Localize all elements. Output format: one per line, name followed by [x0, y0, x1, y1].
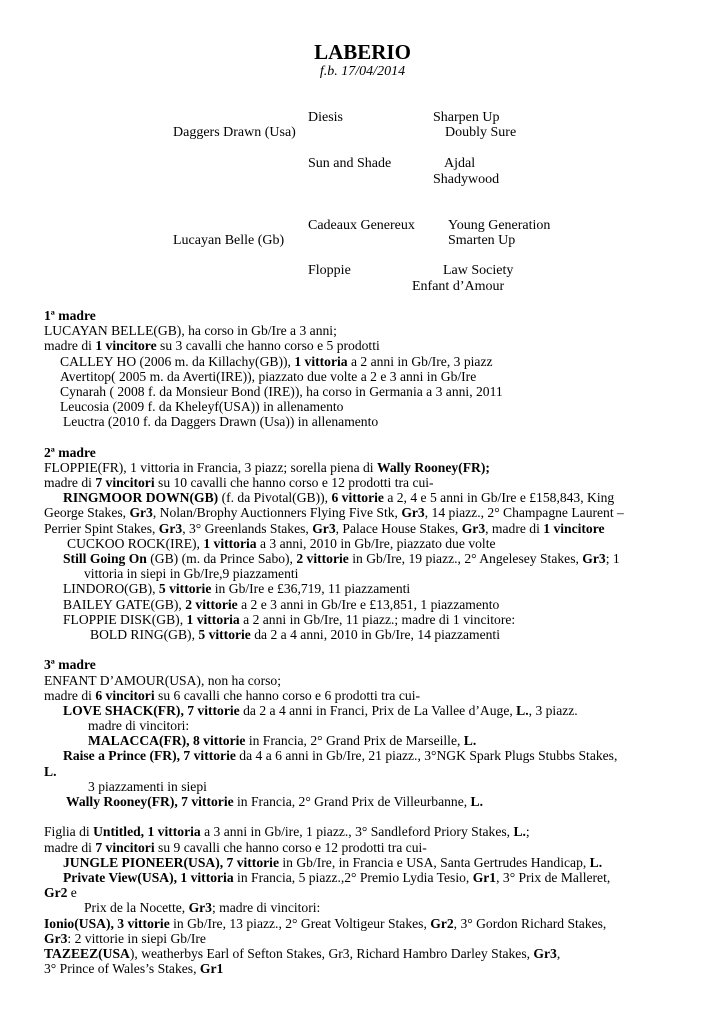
text: su 10 cavalli che hanno corso e 12 prodotti tra cui- [154, 475, 434, 491]
bold-text: Gr1 [472, 869, 497, 885]
bold-text: Gr2 [430, 915, 454, 931]
text: George Stakes, [44, 505, 130, 521]
bold-text: Ionio(USA), 3 vittorie [44, 915, 170, 931]
text: su 9 cavalli che hanno corso e 12 prodotti tra cui- [154, 839, 427, 855]
text-line [44, 885, 704, 900]
bold-text: Private View(USA), 1 vittoria [63, 869, 234, 885]
text: in Gb/Ire, 13 piazz., 2° Great Voltigeur Stakes, [169, 915, 431, 931]
text: Perrier Spint Stakes, [44, 520, 159, 536]
text: e [67, 885, 77, 901]
pedigree-sire-sire: Diesis [308, 110, 343, 125]
bold-text: Gr3 [129, 505, 153, 521]
bold-text: 6 vincitori [95, 687, 155, 703]
text: ENFANT D’AMOUR(USA), non ha corso; [44, 672, 281, 688]
text-line [44, 673, 704, 688]
text-line [44, 809, 704, 824]
text: madre di vincitori: [88, 718, 190, 734]
text: a 2 anni in Gb/Ire, 11 piazz.; madre di 1 vincitore: [239, 611, 516, 627]
text-line [44, 703, 704, 718]
bold-text: Gr3 [461, 520, 486, 536]
text-line [44, 764, 704, 779]
text: a 2 e 3 anni in Gb/Ire e £13,851, 1 piazzamento [237, 596, 500, 612]
text: , 3 piazz. [528, 702, 578, 718]
text: madre di [44, 839, 96, 855]
bold-text: Wally Rooney(FR); [376, 459, 490, 475]
text: , 3° Prix de Malleret, [496, 869, 611, 885]
bold-text: 1 vincitore [543, 520, 605, 536]
text-line [44, 688, 704, 703]
pedigree-dam-dam-dam: Enfant d’Amour [412, 279, 505, 294]
bold-text: Gr3 [401, 505, 425, 521]
text: in Gb/Ire, in Francia e USA, Santa Gertrudes Handicap, [278, 854, 590, 870]
text: Leuctra (2010 f. da Daggers Drawn (Usa)) in allenamento [63, 414, 379, 430]
text: su 3 cavalli che hanno corso e 5 prodotti [156, 338, 380, 354]
bold-text: Raise a Prince (FR), 7 vittorie [63, 748, 236, 764]
bold-text: 2ª madre [44, 444, 96, 460]
text: ; [525, 824, 530, 840]
text-line [44, 597, 704, 612]
text-line [44, 354, 704, 369]
bold-text: Gr3 [582, 551, 606, 566]
text: LUCAYAN BELLE(GB), ha corso in Gb/Ire a 3 anni; [44, 323, 337, 339]
bold-text: LOVE SHACK(FR), 7 vittorie [63, 702, 240, 718]
text-line [44, 521, 704, 536]
pedigree-dam-sire-sire: Young Generation [448, 218, 551, 233]
text-line [44, 779, 704, 794]
text-line [44, 900, 704, 915]
bold-text: 5 vittorie [198, 626, 251, 642]
bold-text: 1 vincitore [95, 338, 157, 354]
text-line [44, 581, 704, 596]
text: BOLD RING(GB), [90, 626, 199, 642]
text: , 3° Gordon Richard Stakes, [453, 915, 607, 931]
bold-text: Gr1 [199, 961, 224, 977]
family-history [44, 308, 704, 976]
text: 3 piazzamenti in siepi [88, 778, 207, 794]
bold-text: Wally Rooney(FR), 7 vittorie [66, 794, 234, 809]
text-line [44, 369, 704, 384]
text: Prix de la Nocette, [84, 900, 189, 916]
text: in Francia, 5 piazz.,2° Premio Lydia Tesio, [233, 869, 473, 885]
bold-text: Gr3 [188, 900, 212, 916]
bold-text: Gr3 [533, 945, 557, 961]
bold-text: 1 vittoria [186, 611, 240, 627]
bold-text: 6 vittorie [331, 490, 384, 506]
pedigree-sire-sire-dam: Doubly Sure [445, 125, 517, 140]
text-line [44, 384, 704, 399]
text: CALLEY HO (2006 m. da Killachy(GB)), [60, 353, 295, 369]
bold-text: MALACCA(FR), 8 vittorie [88, 733, 246, 749]
horse-name-title: LABERIO [314, 40, 411, 64]
text: Leucosia (2009 f. da Kheleyf(USA)) in allenamento [60, 399, 344, 415]
text: , Palace House Stakes, [335, 520, 462, 536]
text-line [44, 460, 704, 475]
text: FLOPPIE DISK(GB), [63, 611, 187, 627]
bold-text: 1ª madre [44, 308, 96, 323]
text: (GB) (m. da Prince Sabo), [146, 551, 297, 566]
text-line [44, 931, 704, 946]
text-line [44, 430, 704, 445]
text-line [44, 475, 704, 490]
text: in Francia, 2° Grand Prix de Villeurbanne, [233, 794, 471, 809]
bold-text: Gr2 [44, 885, 68, 901]
text: su 6 cavalli che hanno corso e 6 prodotti tra cui- [154, 687, 420, 703]
bold-text: L. [44, 763, 57, 779]
text: LINDORO(GB), [63, 581, 159, 597]
text: ; 1 [605, 551, 620, 566]
bold-text: L. [463, 733, 477, 749]
text-line [44, 505, 704, 520]
text: , 3° Greenlands Stakes, [182, 520, 313, 536]
bold-text: Gr3 [312, 520, 336, 536]
text: , madre di [485, 520, 544, 536]
section-heading [44, 308, 704, 323]
text: vittoria in siepi in Gb/Ire,9 piazzamenti [84, 566, 299, 582]
bold-text: Still Going On [63, 551, 147, 566]
text-line [44, 642, 704, 657]
bold-text: Gr3 [158, 520, 183, 536]
text-line [44, 855, 704, 870]
bold-text: L. [516, 702, 529, 718]
bold-text: 1 vittoria [203, 535, 257, 551]
pedigree-sire-dam: Sun and Shade [308, 156, 392, 171]
text: Cynarah ( 2008 f. da Monsieur Bond (IRE)), ha corso in Germania a 3 anni, 2011 [60, 383, 503, 399]
text: : 2 vittorie in siepi Gb/Ire [67, 930, 206, 946]
bold-text: RINGMOOR DOWN(GB) [63, 490, 219, 506]
text: da 2 a 4 anni in Franci, Prix de La Vallee d’Auge, [239, 702, 517, 718]
text-line [44, 536, 704, 551]
text-line [44, 323, 704, 338]
bold-text: 7 vincitori [95, 475, 155, 491]
text-line [44, 718, 704, 733]
bold-text: 3ª madre [44, 657, 96, 673]
bold-text: Gr3 [44, 930, 68, 946]
bold-text: Untitled, 1 vittoria [93, 824, 201, 840]
text-line [44, 870, 704, 885]
text: BAILEY GATE(GB), [63, 596, 186, 612]
pedigree-sire-sire-sire: Sharpen Up [433, 110, 500, 125]
section-heading [44, 445, 704, 460]
section-heading [44, 657, 704, 672]
text-line [44, 551, 704, 566]
text: a 2, 4 e 5 anni in Gb/Ire e £158,843, King [383, 490, 615, 506]
bold-text: 1 vittoria [294, 353, 348, 369]
bold-text: 5 vittorie [158, 581, 212, 597]
text-line [44, 399, 704, 414]
pedigree-dam-dam-sire: Law Society [443, 263, 514, 278]
bold-text: L. [513, 824, 526, 840]
bold-text: TAZEEZ(USA [44, 945, 130, 961]
text-line [44, 824, 704, 839]
bold-text: 2 vittorie [185, 596, 238, 612]
pedigree-dam-sire: Cadeaux Genereux [308, 218, 415, 233]
text-line [44, 840, 704, 855]
text-line [44, 794, 704, 809]
birth-info: f.b. 17/04/2014 [319, 64, 406, 79]
text: Figlia di [44, 824, 94, 840]
text: a 3 anni in Gb/ire, 1 piazz., 3° Sandleford Priory Stakes, [200, 824, 514, 840]
text: CUCKOO ROCK(IRE), [67, 535, 204, 551]
text: , Nolan/Brophy Auctionners Flying Five Stk, [152, 505, 402, 521]
text: , 14 piazz., 2° Champagne Laurent – [424, 505, 624, 521]
pedigree-dam-dam: Floppie [308, 263, 351, 278]
text: ; madre di vincitori: [211, 900, 321, 916]
text-line [44, 748, 704, 763]
text: in Gb/Ire, 19 piazz., 2° Angelesey Stakes, [348, 551, 583, 566]
bold-text: 7 vincitori [95, 839, 155, 855]
text: Avertitop( 2005 m. da Averti(IRE)), piazzato due volte a 2 e 3 anni in Gb/Ire [60, 368, 477, 384]
text: da 4 a 6 anni in Gb/Ire, 21 piazz., 3°NGK Spark Plugs Stubbs Stakes, [235, 748, 618, 764]
pedigree-dam-sire-dam: Smarten Up [448, 233, 516, 248]
text: da 2 a 4 anni, 2010 in Gb/Ire, 14 piazzamenti [250, 626, 500, 642]
text: in Francia, 2° Grand Prix de Marseille, [245, 733, 464, 749]
text-line [44, 490, 704, 505]
text: FLOPPIE(FR), 1 vittoria in Francia, 3 piazz; sorella piena di [44, 459, 377, 475]
pedigree-dam: Lucayan Belle (Gb) [173, 233, 285, 248]
text-line [44, 338, 704, 353]
pedigree-sire: Daggers Drawn (Usa) [173, 125, 296, 140]
text: a 2 anni in Gb/Ire, 3 piazz [347, 353, 493, 369]
bold-text: JUNGLE PIONEER(USA), 7 vittorie [63, 854, 279, 870]
text: , [556, 945, 561, 961]
text-line [44, 916, 704, 931]
text-line [44, 414, 704, 429]
text-line [44, 627, 704, 642]
text: (f. da Pivotal(GB)), [218, 490, 332, 506]
bold-text: L. [470, 794, 484, 809]
text: madre di [44, 475, 96, 491]
bold-text: L. [589, 854, 603, 870]
text: a 3 anni, 2010 in Gb/Ire, piazzato due volte [256, 535, 496, 551]
text: madre di [44, 338, 96, 354]
text-line [44, 733, 704, 748]
text: in Gb/Ire e £36,719, 11 piazzamenti [211, 581, 411, 597]
text-line [44, 612, 704, 627]
pedigree-sire-dam-dam: Shadywood [433, 172, 500, 187]
text-line [44, 566, 704, 581]
bold-text: 2 vittorie [296, 551, 349, 566]
text-line [44, 946, 704, 961]
text: ), weatherbys Earl of Sefton Stakes, Gr3, Richard Hambro Darley Stakes, [129, 945, 534, 961]
text: madre di [44, 687, 96, 703]
text: 3° Prince of Wales’s Stakes, [44, 961, 200, 977]
text-line [44, 961, 704, 976]
pedigree-sire-dam-sire: Ajdal [444, 156, 476, 171]
